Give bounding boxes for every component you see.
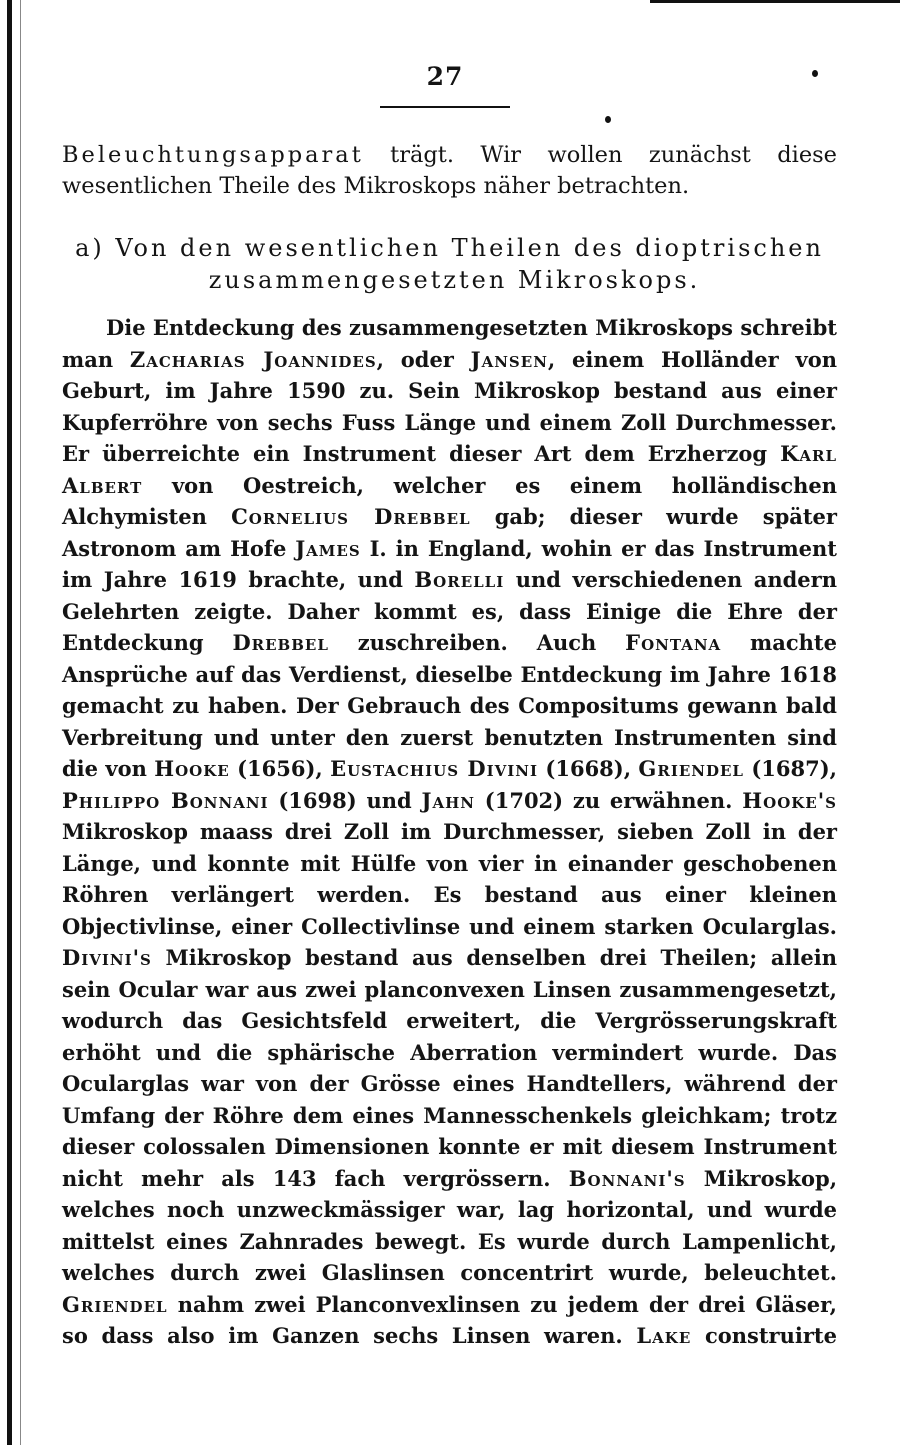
body-text-run: (1687), xyxy=(743,756,837,781)
body-text-run: nahm zwei Planconvexlinsen zu jedem der drei Gläser, so dass also im Ganzen sechs Linsen waren. xyxy=(62,1291,837,1348)
body-text-run: (1698) und xyxy=(268,787,422,813)
body-text-run: I. in England, wohin er das Instrument im Jahre 1619 brachte, und xyxy=(62,535,837,592)
ink-speck xyxy=(812,70,818,77)
body-text-run: Die Entdeckung des zusammengesetzten Mikroskops schreibt man xyxy=(62,315,837,372)
binding-edge-rule xyxy=(7,0,12,1445)
body-text-run: machte Ansprüche auf das Verdienst, dieselbe Entdeckung im Jahre 1618 gemacht zu haben. Der Gebrauch des Compositums gewann bald Verbreitung und unter den zuerst benutzten Instrumenten sind die von xyxy=(62,630,837,781)
body-text-run: (1656), xyxy=(229,756,331,781)
person-name: Karl Albert xyxy=(62,441,837,498)
person-name: Hooke xyxy=(154,756,230,781)
person-name: Jansen xyxy=(470,346,548,372)
person-name: Griendel xyxy=(62,1291,168,1317)
ink-speck xyxy=(605,116,611,123)
section-heading xyxy=(62,232,837,296)
section-heading-line1: Von den wesentlichen Theilen des dioptrischen xyxy=(115,234,824,262)
person-name: Zacharias Joannides xyxy=(129,346,377,372)
person-name: James xyxy=(295,535,361,561)
intro-spaced-word: Beleuchtungsapparat xyxy=(62,142,364,168)
section-heading-line2: zusammengesetzten Mikroskops. xyxy=(208,266,701,294)
body-text-run: (1668), xyxy=(538,756,639,781)
person-name: Hooke's xyxy=(742,787,837,813)
body-text-run: (1702) zu erwähnen. xyxy=(474,787,743,813)
person-name: Divini's xyxy=(62,945,152,970)
header-rule xyxy=(380,106,510,108)
person-name: Fontana xyxy=(625,630,722,655)
body-text-run: Mikroskop, welches noch unzweckmässiger war, lag horizontal, und wurde mittelst eines Zahnrades bewegt. Es wurde durch Lampenlicht, welches durch zwei Glaslinsen concentrirt wurde, beleuchtet. xyxy=(62,1165,838,1285)
section-marker: a) xyxy=(75,234,105,262)
body-text-run: construirte xyxy=(691,1323,837,1348)
intro-paragraph xyxy=(62,140,837,202)
person-name: Philippo Bonnani xyxy=(62,787,269,813)
intro-text: trägt. Wir wollen zunächst diese wesentlichen Theile des Mikroskops näher betrachten. xyxy=(62,142,837,199)
body-text-run: Mikroskop maass drei Zoll im Durchmesser, sieben Zoll in der Länge, und konnte mit Hülfe von vier in einander geschobenen Röhren verlängert werden. Es bestand aus einer kleinen Objectivlinse, einer Collectivlinse und einem starken Ocularglas. xyxy=(62,819,837,939)
body-text-run: Mikroskop bestand aus denselben drei Theilen; allein sein Ocular war aus zwei planconvexen Linsen zusammengesetzt, wodurch das Gesichtsfeld erweitert, die Vergrösserungskraft erhöht und die sphärische Aberration vermindert wurde. Das Ocularglas war von der Grösse eines Handtellers, während der Umfang der Röhre dem eines Mannesschenkels gleichkam; trotz dieser colossalen Dimensionen konnte er mit diesem Instrument nicht mehr als 143 fach vergrössern. xyxy=(62,945,837,1191)
binding-edge-shadow xyxy=(20,0,21,1445)
body-text-run: , oder xyxy=(376,346,471,372)
body-text-run: , einem Holländer von Geburt, im Jahre 1590 zu. Sein Mikroskop bestand aus einer Kupferröhre von sechs Fuss Länge und einem Zoll Durchmesser. Er überreichte ein Instrument dieser Art dem Erzherzog xyxy=(62,346,837,466)
person-name: Eustachius Divini xyxy=(330,756,539,781)
person-name: Borelli xyxy=(414,567,505,592)
body-text-run: von Oestreich, welcher es einem holländischen Alchymisten xyxy=(62,472,837,529)
person-name: Lake xyxy=(636,1323,692,1348)
body-text-run: zuschreiben. Auch xyxy=(328,630,626,655)
person-name: Griendel xyxy=(638,756,744,781)
person-name: Jahn xyxy=(421,787,475,813)
person-name: Drebbel xyxy=(232,630,329,655)
top-edge-rule xyxy=(650,0,900,3)
page-number: 27 xyxy=(426,62,464,91)
person-name: Bonnani's xyxy=(568,1165,686,1191)
body-text-run: gab; dieser wurde später Astronom am Hofe xyxy=(62,504,837,561)
person-name: Cornelius Drebbel xyxy=(231,504,471,529)
body-text-run: und verschiedenen andern Gelehrten zeigte. Daher kommt es, dass Einige die Ehre der Entdeckung xyxy=(62,567,837,655)
body-paragraph xyxy=(62,312,837,1352)
